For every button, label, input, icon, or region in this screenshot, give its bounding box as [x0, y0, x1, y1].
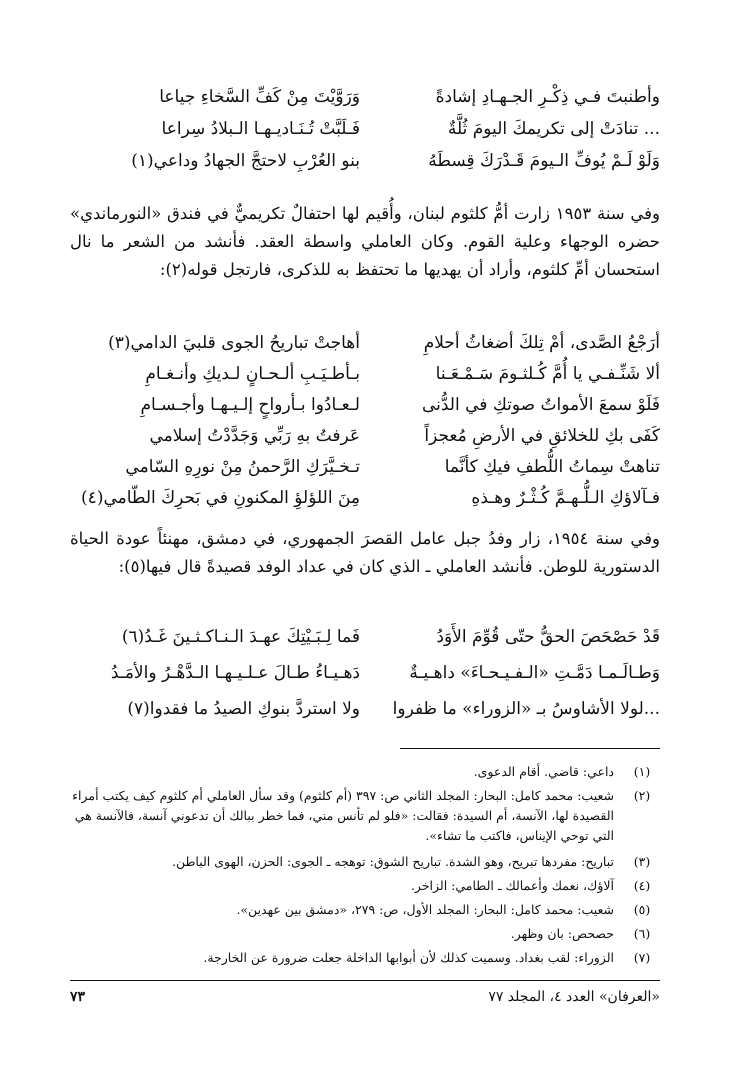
verse-row: [70, 146, 660, 176]
verse-row: [70, 622, 660, 652]
footnote-number: (٦): [633, 926, 651, 941]
verse-second-hemistich: عَرفتُ بهِ رَبِّي وَجَدَّدْتُ إسلامي: [149, 426, 360, 446]
verse-second-hemistich: وَرَوَّيْتَ مِنْ كَفِّ السَّخاءِ جياعا: [159, 87, 360, 107]
footnote: [70, 762, 660, 782]
footnote-number: (٧): [633, 950, 651, 965]
verse-second-hemistich: بنو العُرْبِ لاحتجَّ الجهادُ وداعي(١): [131, 151, 360, 171]
verse-second-hemistich: ولا استردَّ بنوكِ الصيدُ ما فقدوا(٧): [127, 699, 360, 719]
footnote-text: آلاؤك، نعمك وأعمالك ـ الطامي: الزاخر.: [410, 878, 614, 893]
verse-first-hemistich: وأطنبتَ فـي ذِكْـرِ الجـهـادِ إشادةً: [435, 87, 660, 107]
footnote-number: (٢): [633, 788, 651, 803]
verse-first-hemistich: فـآلاؤكِ الـلُّـهـمَّ كُـثْـرٌ وهـذهِ: [471, 488, 660, 508]
verse-second-hemistich: بـأطـيَـبِ ألـحـانٍ لـديكِ وأنـغـامِ: [145, 364, 360, 384]
footnote: [70, 948, 660, 968]
verse-row: [70, 328, 660, 358]
verse-first-hemistich: ... تنادَتْ إلى تكريمكَ اليومَ ثُلَّةٌ: [447, 119, 660, 139]
footer-rule: [70, 980, 660, 981]
footnote: [70, 852, 660, 872]
verse-row: [70, 452, 660, 482]
footnote-text: شعيب: محمد كامل: البحار: المجلد الأول، ص: ٢٧٩، «دمشق بين عهدين».: [236, 902, 614, 917]
footnote-text: الزوراء: لقب بغداد. وسميت كذلك لأن أبوابها الداخلة جعلت ضرورة عن الخارجة.: [203, 950, 614, 965]
verse-first-hemistich: فَلَوْ سمعَ الأمواتُ صوتكِ في الدُّنى: [421, 395, 660, 415]
footnote-text: شعيب: محمد كامل: البحار: المجلد الثاني ص: ٣٩٧ (أم كلثوم) وقد سأل العاملي أم كلثوم كيف يكتب أمراء القصيدة لها، الآنسة، أم السيدة: فقالت: «فلو لم تأنس مني، فما خطر ببالك أن تدعوني آنسة، فالآنسة هي التي توحي الإيناس، فاكتب ما تشاء».: [72, 788, 614, 843]
verse-first-hemistich: وَطـالَـمـا دَمَّـتِ «الـفـيـحـاءَ» داهـيـةٌ: [409, 663, 660, 683]
body-paragraph: وفي سنة ١٩٥٣ زارت أمُّ كلثوم لبنان، وأُقيم لها احتفالٌ تكريميٌّ في فندق «النورماندي» حضره الوجهاء وعلية القوم. وكان العاملي واسطة العقد. فأنشد من الشعر ما نال استحسان أمِّ كلثوم، وأراد أن يهديها ما تحتفظ به للذكرى، فارتجل قوله(٢):: [70, 204, 660, 279]
footnote-number: (١): [633, 764, 651, 779]
footnote: [70, 900, 660, 920]
verse-second-hemistich: فَما لِـبَـيْتِكَ عهـدَ الـنـاكـثـينَ غَـدُ(٦): [121, 627, 360, 647]
verse-first-hemistich: ...لولا الأشاوسُ بـ «الزوراء» ما ظفروا: [392, 699, 660, 719]
verse-row: [70, 694, 660, 724]
footnote-text: تباريح: مفردها تبريح، وهو الشدة. تباريح الشوق: توهجه ـ الجوى: الحزن، الهوى الباطن.: [171, 854, 614, 869]
footnote-text: داعي: قاضي. أقام الدعوى.: [473, 764, 614, 779]
verse-second-hemistich: فَـلَبَّتْ تُـنَـاديـهـا الـبلادُ سِراعا: [161, 119, 360, 139]
verse-row: [70, 421, 660, 451]
footnote-separator: [400, 748, 660, 749]
footnote: [70, 924, 660, 944]
footnote-number: (٥): [633, 902, 651, 917]
footnote-number: (٤): [633, 878, 651, 893]
journal-footer: «العرفان» العدد ٤، المجلد ٧٧: [488, 989, 660, 1005]
verse-second-hemistich: تـخـيَّرَكِ الرَّحمنُ مِنْ نورِهِ السّامي: [125, 457, 360, 477]
footnote-number: (٣): [633, 854, 651, 869]
verse-second-hemistich: أهاجتْ تباريحُ الجوى قلبيَ الدامي(٣): [108, 333, 360, 353]
verse-row: [70, 82, 660, 112]
footnote-text: حصحص: بان وظهر.: [510, 926, 614, 941]
verse-first-hemistich: ألا شَنِّـفـي يا أُمَّ كُـلثـومَ سَـمْـعَـنا: [435, 364, 660, 384]
verse-first-hemistich: تناهتْ سِماتُ اللُّطفِ فيكِ كأنَّما: [444, 457, 660, 477]
body-paragraph: وفي سنة ١٩٥٤، زار وفدُ جبل عامل القصرَ الجمهوري، في دمشق، مهنئاً عودة الحياة الدستورية للوطن. فأنشد العاملي ـ الذي كان في عداد الوفد قصيدةً قال فيها(٥):: [70, 529, 660, 576]
verse-first-hemistich: وَلَوْ لَـمْ يُوفِّ الـيومَ قَـدْرَكَ قِسطَهُ: [428, 151, 660, 171]
verse-row: [70, 390, 660, 420]
footnote: [70, 786, 660, 846]
verse-second-hemistich: لـعـادُوا بـأرواحٍ إلـيـهـا وأجـسـامِ: [140, 395, 360, 415]
page-number: ٧٣: [70, 989, 86, 1005]
footnote: [70, 876, 660, 896]
verse-first-hemistich: كَفَى بكِ للخلائقِ في الأرضِ مُعجزاً: [424, 426, 660, 446]
verse-second-hemistich: دَهـيـاءُ طـالَ عـلـيـهـا الـدَّهْـرُ والأمَـدُ: [110, 663, 360, 683]
verse-row: [70, 114, 660, 144]
verse-second-hemistich: مِنَ اللؤلؤِ المكنونِ في بَحرِكَ الطّامي(٤): [81, 488, 360, 508]
verse-row: [70, 483, 660, 513]
verse-row: [70, 359, 660, 389]
verse-first-hemistich: أرَجْعُ الصَّدى، أمْ تِلكَ أضغاثُ أحلامِ: [423, 333, 660, 353]
verse-row: [70, 658, 660, 688]
verse-first-hemistich: قَدْ حَصْحَصَ الحقُّ حتّى قُوِّمَ الأَوَدُ: [436, 627, 660, 647]
